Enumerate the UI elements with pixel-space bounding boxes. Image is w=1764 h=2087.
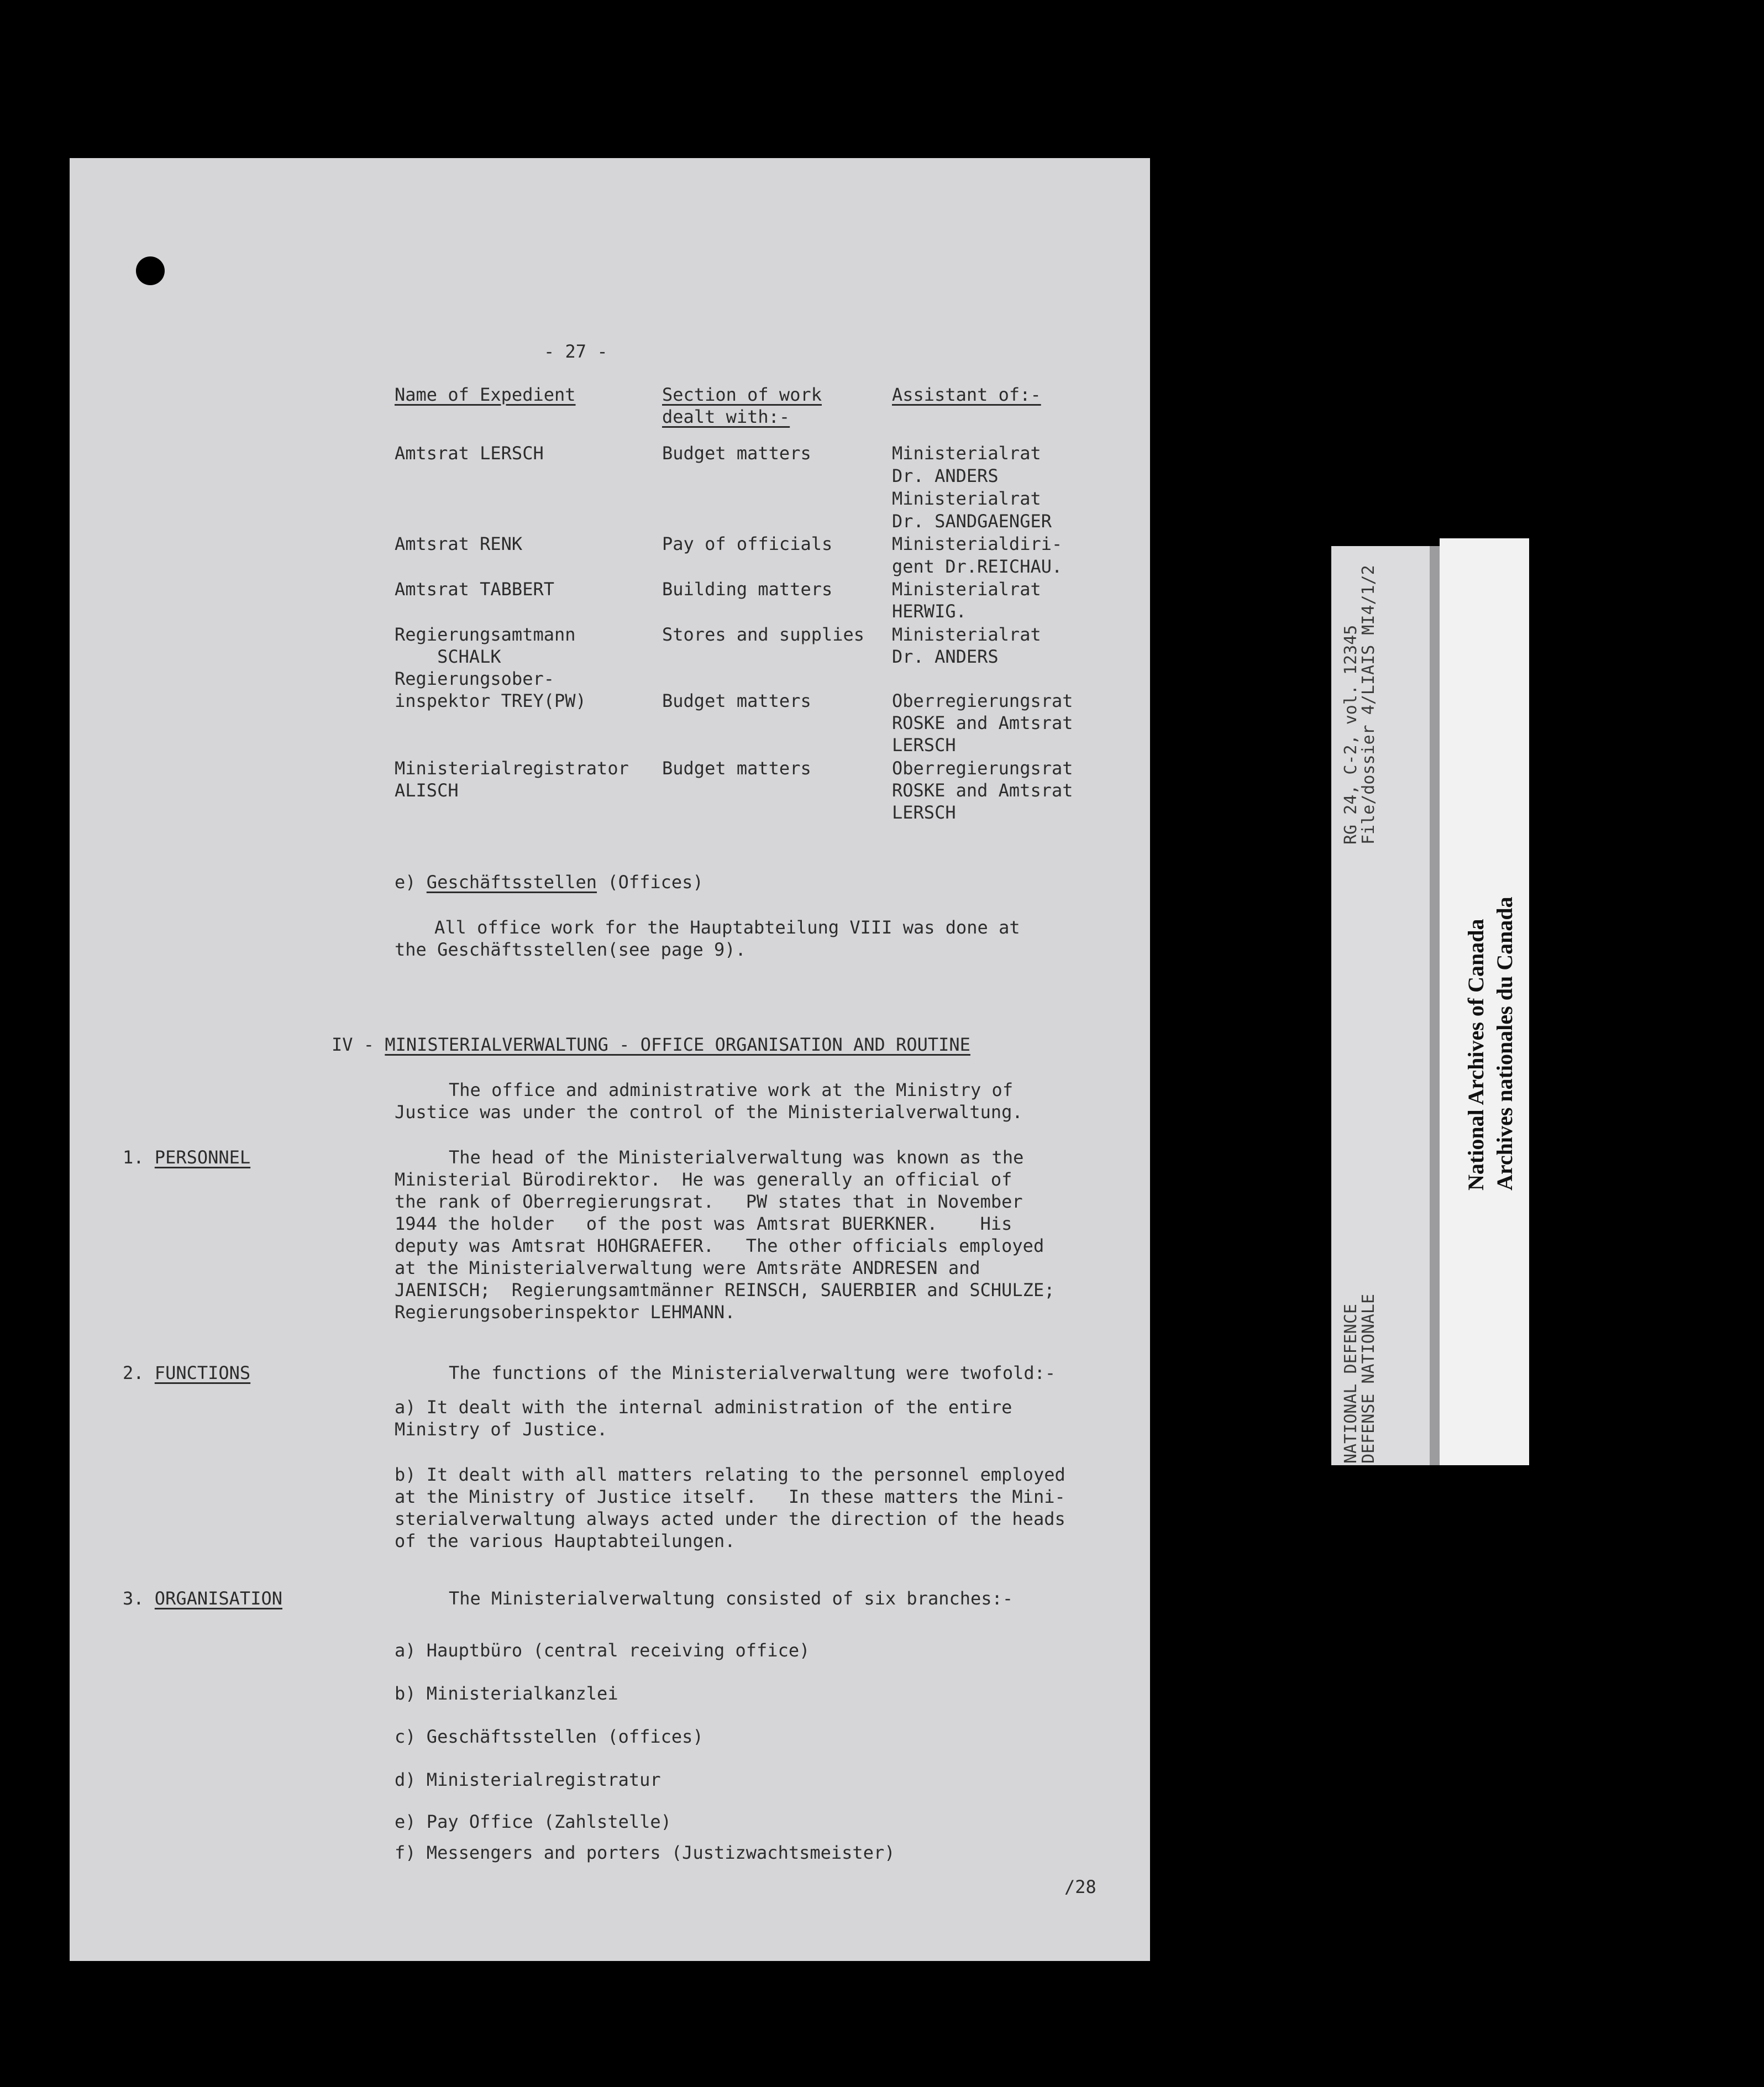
archives-name-fr: Archives nationales du Canada — [1492, 896, 1517, 1191]
table-cell-assistant: LERSCH — [892, 735, 956, 756]
table-cell-section: Building matters — [662, 579, 833, 600]
personnel-text: the rank of Oberregierungsrat. PW states that in November — [395, 1191, 1023, 1212]
table-cell-name: inspektor TREY(PW) — [395, 690, 586, 711]
table-cell-assistant: Oberregierungsrat — [892, 690, 1073, 711]
functions-item-b: of the various Hauptabteilungen. — [395, 1530, 736, 1551]
table-cell-assistant: Ministerialdiri- — [892, 533, 1063, 554]
functions-item-a: Ministry of Justice. — [395, 1419, 608, 1440]
table-cell-assistant: ROSKE and Amtsrat — [892, 712, 1073, 733]
archives-name-en: National Archives of Canada — [1463, 919, 1488, 1191]
continuation-mark: /28 — [1064, 1876, 1096, 1897]
personnel-text: at the Ministerialverwaltung were Amtsräte ANDRESEN and — [395, 1257, 980, 1278]
table-cell-name: Amtsrat LERSCH — [395, 443, 544, 464]
part-iv-intro: Justice was under the control of the Ministerialverwaltung. — [395, 1102, 1023, 1123]
archive-ref-line2: File/dossier 4/LIAIS MI4/1/2 — [1359, 565, 1378, 845]
personnel-number: 1. — [123, 1147, 155, 1168]
table-cell-assistant: ROSKE and Amtsrat — [892, 780, 1073, 801]
personnel-text: 1944 the holder of the post was Amtsrat BUERKNER. His — [395, 1213, 1012, 1234]
functions-item-b: at the Ministry of Justice itself. In these matters the Mini- — [395, 1486, 1065, 1507]
functions-intro: The functions of the Ministerialverwaltung were twofold:- — [449, 1362, 1056, 1383]
branch-item: c) Geschäftsstellen (offices) — [395, 1726, 704, 1747]
part-iv-numeral: IV - — [332, 1034, 385, 1055]
page-number: - 27 - — [544, 341, 608, 362]
table-cell-assistant: Oberregierungsrat — [892, 758, 1073, 779]
personnel-heading — [123, 1146, 250, 1169]
table-header-name: Name of Expedient — [395, 384, 576, 405]
archives-label — [1440, 538, 1529, 1465]
organisation-intro: The Ministerialverwaltung consisted of six branches:- — [449, 1588, 1014, 1609]
personnel-title: PERSONNEL — [154, 1147, 251, 1168]
functions-title: FUNCTIONS — [154, 1362, 251, 1383]
functions-item-a: a) It dealt with the internal administration of the entire — [395, 1397, 1012, 1418]
archive-ref-line1: RG 24, C-2, vol. 12345 — [1341, 625, 1361, 845]
table-cell-name: Amtsrat TABBERT — [395, 579, 554, 600]
table-cell-section: Budget matters — [662, 758, 811, 779]
table-cell-assistant: Ministerialrat — [892, 579, 1041, 600]
table-cell-assistant: Ministerialrat — [892, 443, 1041, 464]
department-line2: DEFENSE NATIONALE — [1359, 1293, 1378, 1464]
table-cell-section: Stores and supplies — [662, 624, 865, 645]
functions-item-b: b) It dealt with all matters relating to the personnel employed — [395, 1464, 1065, 1485]
organisation-title: ORGANISATION — [154, 1588, 282, 1609]
table-header-section: Section of work — [662, 384, 822, 405]
table-cell-assistant: HERWIG. — [892, 601, 967, 622]
personnel-text: The head of the Ministerialverwaltung was known as the — [449, 1147, 1024, 1168]
table-cell-name: Amtsrat RENK — [395, 533, 523, 554]
archive-label — [1331, 546, 1529, 1465]
branch-item: a) Hauptbüro (central receiving office) — [395, 1640, 810, 1661]
table-cell-assistant: Dr. SANDGAENGER — [892, 511, 1052, 532]
section-e-text: the Geschäftsstellen(see page 9). — [395, 939, 746, 960]
table-cell-assistant: Dr. ANDERS — [892, 465, 999, 486]
organisation-heading — [123, 1587, 282, 1610]
table-cell-name: ALISCH — [395, 780, 459, 801]
table-cell-section: Budget matters — [662, 690, 811, 711]
table-cell-assistant: Ministerialrat — [892, 488, 1041, 509]
organisation-number: 3. — [123, 1588, 155, 1609]
functions-item-b: sterialverwaltung always acted under the direction of the heads — [395, 1508, 1065, 1529]
personnel-text: JAENISCH; Regierungsamtmänner REINSCH, SAUERBIER and SCHULZE; — [395, 1280, 1055, 1301]
table-cell-name: Ministerialregistrator — [395, 758, 629, 779]
functions-heading — [123, 1362, 250, 1385]
personnel-text: deputy was Amtsrat HOHGRAEFER. The other officials employed — [395, 1235, 1044, 1256]
table-cell-name: SCHALK — [395, 646, 501, 667]
personnel-text: Ministerial Bürodirektor. He was generally an official of — [395, 1169, 1012, 1190]
department-line1: NATIONAL DEFENCE — [1341, 1304, 1361, 1464]
archive-reference — [1342, 565, 1378, 845]
table-cell-assistant: Ministerialrat — [892, 624, 1041, 645]
branch-item: b) Ministerialkanzlei — [395, 1683, 618, 1704]
table-header-assistant: Assistant of:- — [892, 384, 1041, 405]
part-iv-title: MINISTERIALVERWALTUNG - OFFICE ORGANISATION AND ROUTINE — [385, 1034, 970, 1055]
archives-name — [1462, 896, 1519, 1191]
table-cell-name: Regierungsober- — [395, 668, 554, 689]
section-e-text: All office work for the Hauptabteilung VIII was done at — [434, 917, 1020, 938]
branch-item: e) Pay Office (Zahlstelle) — [395, 1811, 671, 1832]
branch-item: f) Messengers and porters (Justizwachtsmeister) — [395, 1842, 895, 1863]
section-e-prefix: e) — [395, 872, 427, 893]
table-cell-assistant: gent Dr.REICHAU. — [892, 556, 1063, 577]
table-cell-assistant: LERSCH — [892, 802, 956, 823]
label-divider — [1430, 546, 1440, 1465]
table-cell-section: Pay of officials — [662, 533, 833, 554]
document-page — [70, 158, 1150, 1961]
personnel-text: Regierungsoberinspektor LEHMANN. — [395, 1302, 736, 1323]
table-cell-assistant: Dr. ANDERS — [892, 646, 999, 667]
functions-number: 2. — [123, 1362, 155, 1383]
section-e-heading — [395, 871, 704, 894]
table-header-section-cont: dealt with:- — [662, 406, 790, 427]
table-cell-name: Regierungsamtmann — [395, 624, 576, 645]
department-stamp — [1342, 1294, 1378, 1464]
punch-hole — [136, 256, 165, 285]
table-cell-section: Budget matters — [662, 443, 811, 464]
part-iv-heading — [332, 1034, 970, 1056]
section-e-suffix: (Offices) — [597, 872, 704, 893]
part-iv-intro: The office and administrative work at the Ministry of — [449, 1079, 1014, 1100]
section-e-title: Geschäftsstellen — [426, 872, 597, 893]
branch-item: d) Ministerialregistratur — [395, 1769, 661, 1790]
